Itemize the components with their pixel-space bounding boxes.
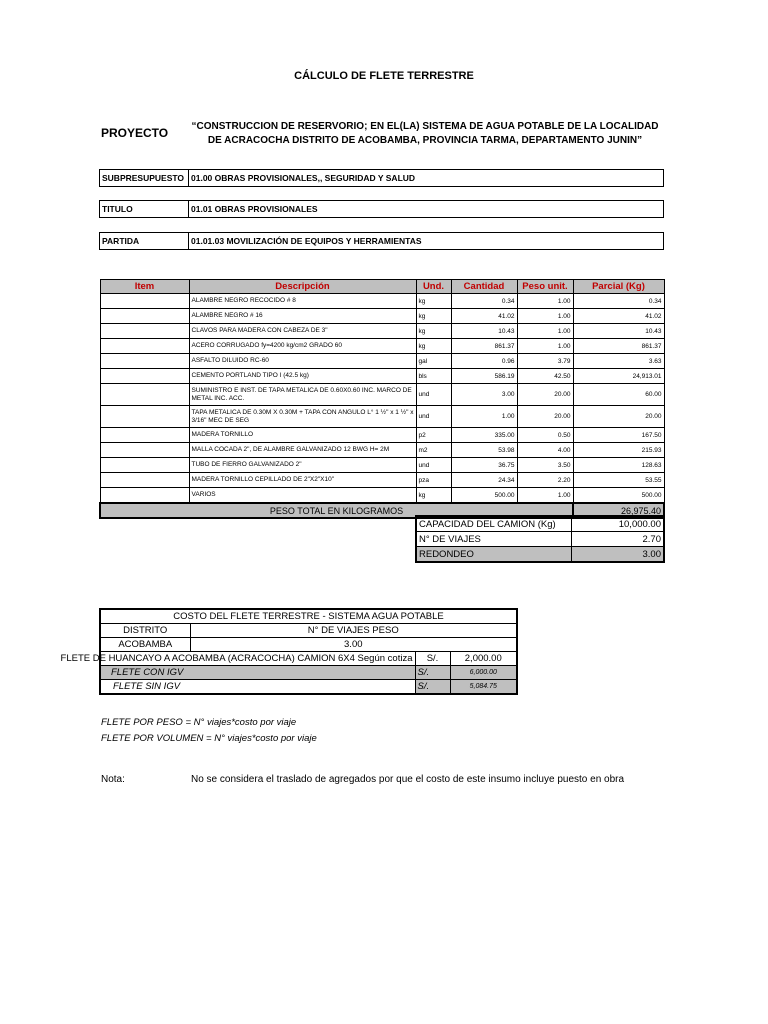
table-header-row <box>100 280 664 294</box>
rounding-value: 3.00 <box>571 547 664 563</box>
cell-peso-unit: 4.00 <box>517 443 573 458</box>
route-cost: 2,000.00 <box>450 652 517 666</box>
currency-symbol: S/. <box>415 652 450 666</box>
table-row <box>100 458 664 473</box>
freight-con-igv-row <box>100 666 517 680</box>
rounding-label: REDONDEO <box>416 547 571 563</box>
cell-cantidad: 10.43 <box>451 324 517 339</box>
cell-descripcion: SUMINISTRO E INST. DE TAPA METALICA DE 0.60X0.60 INC. MARCO DE METAL INC. ACC. <box>189 384 416 406</box>
table-row <box>100 473 664 488</box>
table-row <box>100 339 664 354</box>
cell-descripcion: ALAMBRE NEGRO # 16 <box>189 309 416 324</box>
divider <box>188 233 189 249</box>
cell-und: kg <box>416 324 451 339</box>
route-text: FLETE DE HUANCAYO A ACOBAMBA (ACRACOCHA) CAMION 6X4 Según cotiza <box>60 653 413 664</box>
cell-und: und <box>416 458 451 473</box>
cell-item <box>100 354 189 369</box>
freight-title-row <box>100 609 517 624</box>
cell-cantidad: 586.19 <box>451 369 517 384</box>
cell-item <box>100 428 189 443</box>
cell-peso-unit: 3.79 <box>517 354 573 369</box>
partida-box <box>99 232 664 250</box>
cell-item <box>100 309 189 324</box>
cell-peso-unit: 3.50 <box>517 458 573 473</box>
header-descripcion: Descripción <box>189 280 416 294</box>
col-distrito: DISTRITO <box>100 624 190 638</box>
cell-und: kg <box>416 309 451 324</box>
cell-item <box>100 406 189 428</box>
cell-parcial: 53.55 <box>573 473 664 488</box>
cell-descripcion: TAPA METALICA DE 0.30M X 0.30M + TAPA CON ANGULO L° 1 ½" x 1 ½" x 3/16" MEC DE SEG <box>189 406 416 428</box>
cell-und: und <box>416 406 451 428</box>
freight-sin-igv-label: FLETE SIN IGV <box>100 680 415 695</box>
cell-parcial: 861.37 <box>573 339 664 354</box>
col-viajes: N° DE VIAJES PESO <box>190 624 517 638</box>
cell-item <box>100 339 189 354</box>
table-row <box>100 443 664 458</box>
cell-cantidad: 861.37 <box>451 339 517 354</box>
cell-cantidad: 335.00 <box>451 428 517 443</box>
cell-und: kg <box>416 294 451 309</box>
cell-item <box>100 488 189 504</box>
capacity-value: 10,000.00 <box>571 516 664 532</box>
freight-con-igv-label: FLETE CON IGV <box>100 666 415 680</box>
items-table <box>99 279 665 519</box>
formula-volumen: FLETE POR VOLUMEN = N° viajes*costo por viaje <box>101 733 317 744</box>
trips-label: N° DE VIAJES <box>416 532 571 547</box>
cell-descripcion: VARIOS <box>189 488 416 504</box>
cell-parcial: 128.63 <box>573 458 664 473</box>
cell-und: m2 <box>416 443 451 458</box>
table-row <box>100 428 664 443</box>
cell-descripcion: ACERO CORRUGADO fy=4200 kg/cm2 GRADO 60 <box>189 339 416 354</box>
divider <box>188 170 189 186</box>
total-weight-label: PESO TOTAL EN KILOGRAMOS <box>100 503 573 518</box>
freight-cost-table <box>60 608 518 695</box>
cell-cantidad: 3.00 <box>451 384 517 406</box>
viajes-value: 3.00 <box>190 638 517 652</box>
freight-title: COSTO DEL FLETE TERRESTRE - SISTEMA AGUA POTABLE <box>100 609 517 624</box>
cell-parcial: 20.00 <box>573 406 664 428</box>
table-row <box>100 369 664 384</box>
titulo-box <box>99 200 664 218</box>
freight-sin-igv-row <box>100 680 517 695</box>
cell-descripcion: MADERA TORNILLO CEPILLADO DE 2"X2"X10" <box>189 473 416 488</box>
cell-descripcion: MADERA TORNILLO <box>189 428 416 443</box>
cell-peso-unit: 20.00 <box>517 384 573 406</box>
note-text: No se considera el traslado de agregados por que el costo de este insumo incluye puesto en obra <box>191 774 625 785</box>
cell-cantidad: 53.98 <box>451 443 517 458</box>
cell-cantidad: 41.02 <box>451 309 517 324</box>
cell-und: gal <box>416 354 451 369</box>
cell-parcial: 41.02 <box>573 309 664 324</box>
cell-peso-unit: 1.00 <box>517 294 573 309</box>
currency-symbol: S/. <box>415 666 450 680</box>
capacity-label: CAPACIDAD DEL CAMION (Kg) <box>416 516 571 532</box>
trips-row <box>416 532 664 547</box>
titulo-value: 01.01 OBRAS PROVISIONALES <box>191 204 318 214</box>
freight-con-igv-value: 6,000.00 <box>450 666 517 680</box>
cell-parcial: 167.50 <box>573 428 664 443</box>
cell-peso-unit: 1.00 <box>517 488 573 504</box>
divider <box>188 201 189 217</box>
route-row <box>100 652 517 666</box>
cell-descripcion: ALAMBRE NEGRO RECOCIDO # 8 <box>189 294 416 309</box>
table-row <box>100 384 664 406</box>
project-name: “CONSTRUCCION DE RESERVORIO; EN EL(LA) SISTEMA DE AGUA POTABLE DE LA LOCALIDAD DE ACRACOCHA DISTRITO DE ACOBAMBA, PROVINCIA TARMA, DEPARTAMENTO JUNIN” <box>191 121 659 146</box>
currency-symbol: S/. <box>415 680 450 695</box>
subpresupuesto-value: 01.00 OBRAS PROVISIONALES,, SEGURIDAD Y SALUD <box>191 173 416 183</box>
cell-parcial: 215.93 <box>573 443 664 458</box>
table-row <box>100 309 664 324</box>
subpresupuesto-box <box>99 169 664 187</box>
cell-descripcion: TUBO DE FIERRO GALVANIZADO 2" <box>189 458 416 473</box>
freight-header-row <box>100 624 517 638</box>
cell-peso-unit: 1.00 <box>517 324 573 339</box>
cell-cantidad: 36.75 <box>451 458 517 473</box>
cell-parcial: 10.43 <box>573 324 664 339</box>
cell-peso-unit: 1.00 <box>517 309 573 324</box>
page-title: CÁLCULO DE FLETE TERRESTRE <box>294 70 474 82</box>
cell-cantidad: 500.00 <box>451 488 517 504</box>
subpresupuesto-label: SUBPRESUPUESTO <box>102 173 185 183</box>
cell-item <box>100 324 189 339</box>
freight-data-row <box>100 638 517 652</box>
titulo-label: TITULO <box>102 204 133 214</box>
cell-parcial: 24,913.01 <box>573 369 664 384</box>
table-row <box>100 324 664 339</box>
formula-peso: FLETE POR PESO = N° viajes*costo por viaje <box>101 717 297 728</box>
cell-descripcion: CEMENTO PORTLAND TIPO I (42.5 kg) <box>189 369 416 384</box>
cell-und: bls <box>416 369 451 384</box>
cell-parcial: 0.34 <box>573 294 664 309</box>
cell-peso-unit: 2.20 <box>517 473 573 488</box>
cell-descripcion: ASFALTO DILUIDO RC-60 <box>189 354 416 369</box>
table-row <box>100 354 664 369</box>
table-row <box>100 294 664 309</box>
cell-descripcion: CLAVOS PARA MADERA CON CABEZA DE 3" <box>189 324 416 339</box>
cell-parcial: 500.00 <box>573 488 664 504</box>
cell-und: kg <box>416 488 451 504</box>
cell-parcial: 3.63 <box>573 354 664 369</box>
cell-peso-unit: 42.50 <box>517 369 573 384</box>
cell-und: p2 <box>416 428 451 443</box>
cell-item <box>100 294 189 309</box>
distrito-value: ACOBAMBA <box>100 638 190 652</box>
cell-item <box>100 443 189 458</box>
project-label: PROYECTO <box>101 126 169 140</box>
rounding-row <box>416 547 664 563</box>
total-weight-value: 26,975.40 <box>573 503 664 518</box>
note-label: Nota: <box>101 774 125 785</box>
cell-peso-unit: 1.00 <box>517 339 573 354</box>
header-cantidad: Cantidad <box>451 280 517 294</box>
cell-peso-unit: 0.50 <box>517 428 573 443</box>
partida-label: PARTIDA <box>102 236 140 246</box>
cell-item <box>100 458 189 473</box>
header-und: Und. <box>416 280 451 294</box>
cell-und: pza <box>416 473 451 488</box>
table-row <box>100 488 664 504</box>
cell-parcial: 60.00 <box>573 384 664 406</box>
cell-item <box>100 369 189 384</box>
cell-cantidad: 0.34 <box>451 294 517 309</box>
partida-value: 01.01.03 MOVILIZACIÓN DE EQUIPOS Y HERRAMIENTAS <box>191 236 422 246</box>
cell-cantidad: 1.00 <box>451 406 517 428</box>
cell-descripcion: MALLA COCADA 2", DE ALAMBRE GALVANIZADO 12 BWG H= 2M <box>189 443 416 458</box>
header-parcial: Parcial (Kg) <box>573 280 664 294</box>
trips-value: 2.70 <box>571 532 664 547</box>
header-item: Item <box>100 280 189 294</box>
table-row <box>100 406 664 428</box>
header-peso-unit: Peso unit. <box>517 280 573 294</box>
cell-cantidad: 0.96 <box>451 354 517 369</box>
route-description <box>60 652 415 666</box>
cell-und: kg <box>416 339 451 354</box>
truck-capacity-table <box>415 515 665 563</box>
cell-peso-unit: 20.00 <box>517 406 573 428</box>
capacity-row <box>416 516 664 532</box>
cell-item <box>100 473 189 488</box>
freight-sin-igv-value: 5,084.75 <box>450 680 517 695</box>
cell-item <box>100 384 189 406</box>
cell-und: und <box>416 384 451 406</box>
cell-cantidad: 24.34 <box>451 473 517 488</box>
